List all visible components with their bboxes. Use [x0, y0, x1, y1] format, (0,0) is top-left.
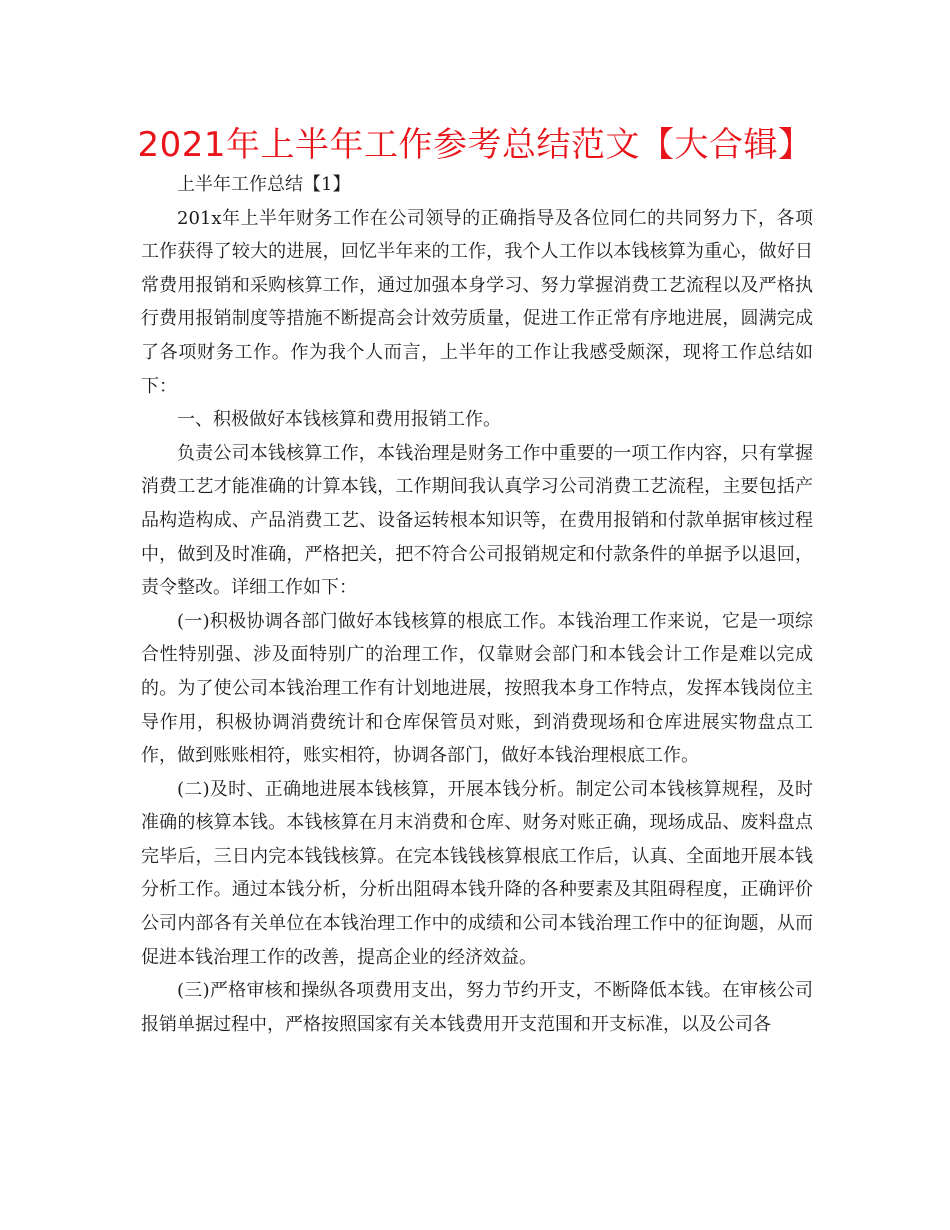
section-heading: 上半年工作总结【1】: [177, 174, 351, 195]
paragraph: 负责公司本钱核算工作，本钱治理是财务工作中重要的一项工作内容，只有掌握消费工艺才能准确的计算本钱，工作期间我认真学习公司消费工艺流程，主要包括产品构造构成、产品消费工艺、设备运转根本知识等，在费用报销和付款单据审核过程中，做到及时准确，严格把关，把不符合公司报销规定和付款条件的单据予以退回，责令整改。详细工作如下：: [141, 442, 813, 599]
document-title: 2021年上半年工作参考总结范文【大合辑】: [137, 125, 813, 165]
document-body: [141, 168, 813, 1041]
paragraph: (三)严格审核和操纵各项费用支出，努力节约开支，不断降低本钱。在审核公司报销单据过程中，严格按照国家有关本钱费用开支范围和开支标准，以及公司各: [141, 980, 813, 1035]
section-heading: 一、积极做好本钱核算和费用报销工作。: [177, 409, 501, 431]
paragraph: (二)及时、正确地进展本钱核算，开展本钱分析。制定公司本钱核算规程，及时准确的核算本钱。本钱核算在月末消费和仓库、财务对账正确，现场成品、废料盘点完毕后，三日内完本钱钱核算。在完本钱钱核算根底工作后，认真、全面地开展本钱分析工作。通过本钱分析，分析出阻碍本钱升降的各种要素及其阻碍程度，正确评价公司内部各有关单位在本钱治理工作中的成绩和公司本钱治理工作中的征询题，从而促进本钱治理工作的改善，提高企业的经济效益。: [141, 778, 813, 968]
paragraph: (一)积极协调各部门做好本钱核算的根底工作。本钱治理工作来说，它是一项综合性特别强、涉及面特别广的治理工作，仅靠财会部门和本钱会计工作是难以完成的。为了使公司本钱治理工作有计划地进展，按照我本身工作特点，发挥本钱岗位主导作用，积极协调消费统计和仓库保管员对账，到消费现场和仓库进展实物盘点工作，做到账账相符，账实相符，协调各部门，做好本钱治理根底工作。: [141, 610, 813, 767]
paragraph-intro: 201x年上半年财务工作在公司领导的正确指导及各位同仁的共同努力下，各项工作获得了较大的进展，回忆半年来的工作，我个人工作以本钱核算为重心，做好日常费用报销和采购核算工作，通过加强本身学习、努力掌握消费工艺流程以及严格执行费用报销制度等措施不断提高会计效劳质量，促进工作正常有序地进展，圆满完成了各项财务工作。作为我个人而言，上半年的工作让我感受颇深，现将工作总结如下：: [141, 207, 813, 397]
